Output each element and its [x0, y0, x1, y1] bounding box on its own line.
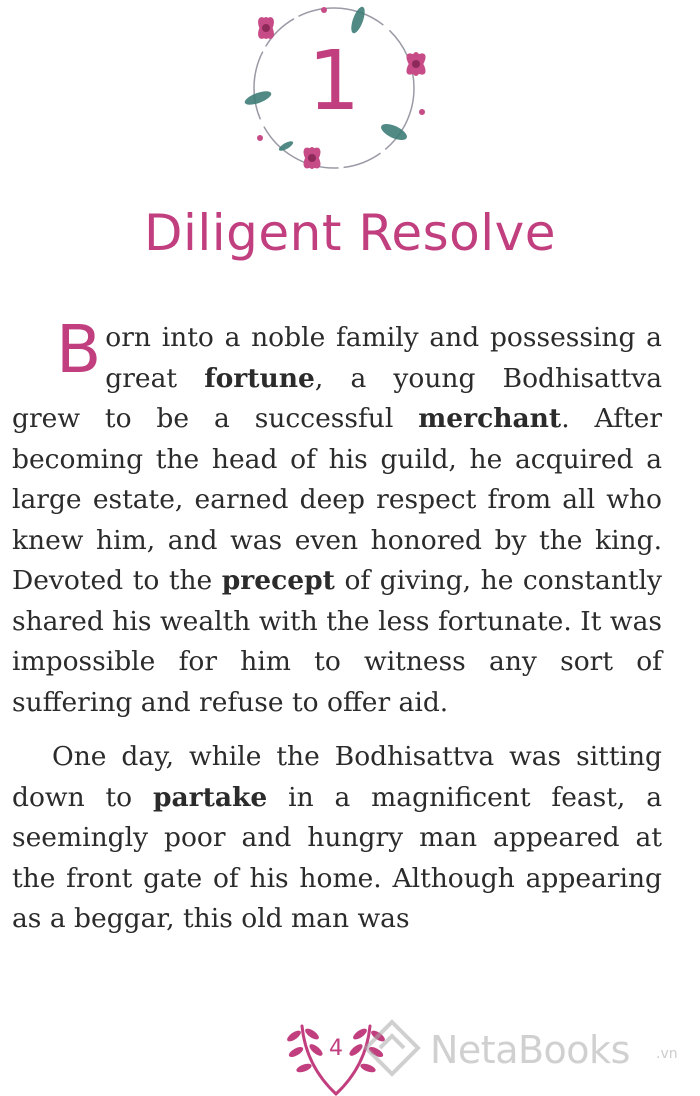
paragraph-2-segment: in a magnificent feast, a seemingly poor and hungry man appeared at the front gate of his home. Although appearing as a beggar, this old man was: [12, 781, 662, 934]
paragraph-2: [12, 737, 662, 940]
chapter-title: Diligent Resolve: [143, 204, 556, 262]
paragraph-1: [12, 311, 663, 723]
drop-cap: B: [56, 311, 102, 388]
paragraph-1-segment: orn into a noble family and possessing a great: [105, 322, 662, 394]
page-number: 4: [329, 1036, 343, 1061]
paragraph-1-segment: , a young Bodhisattva grew to be a successful: [12, 362, 662, 434]
paragraph-1-segment: of giving, he constantly shared his wealth with the less fortunate. It was impossible for him to witness any sort of suffering and refuse to offer aid.: [12, 565, 662, 718]
vocab-fortune: fortune: [204, 362, 315, 394]
story-text: [12, 311, 663, 940]
vocab-merchant: merchant: [418, 403, 562, 434]
vocab-partake: partake: [152, 781, 268, 813]
watermark-brand: NetaBooks: [430, 1028, 630, 1072]
vocab-precept: precept: [221, 565, 335, 596]
chapter-number: 1: [307, 34, 361, 129]
paragraph-2-segment: One day, while the Bodhisattva was sitting down to: [12, 741, 662, 813]
watermark-suffix: .vn: [656, 1046, 678, 1062]
paragraph-1-segment: . After becoming the head of his guild, he acquired a large estate, earned deep respect from all who knew him, and was even honored by the king. Devoted to the: [12, 403, 663, 596]
